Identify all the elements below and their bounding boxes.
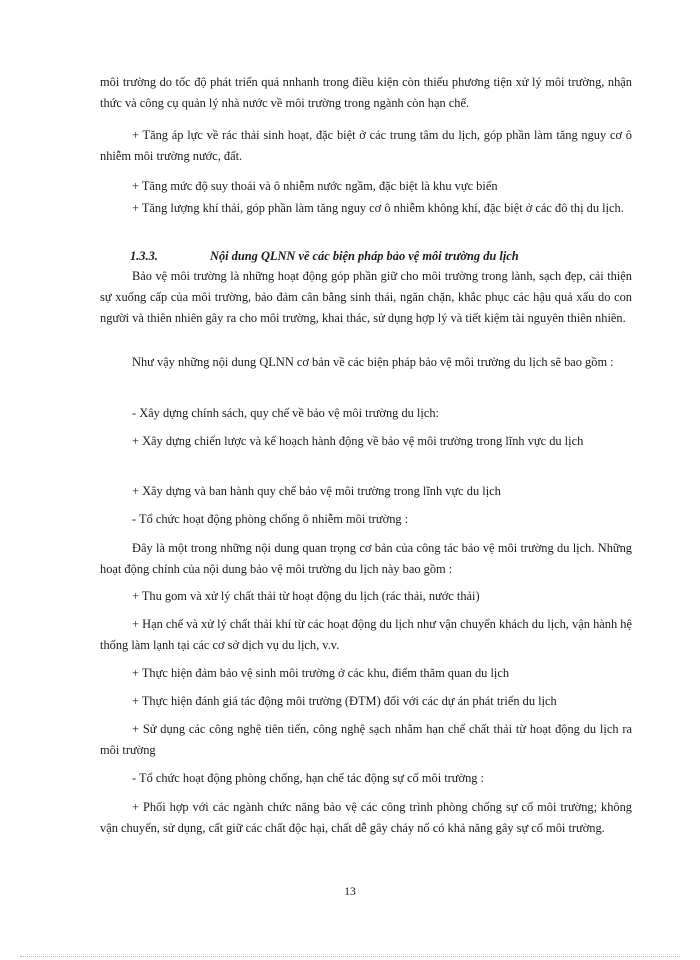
list-item-policy: - Xây dựng chính sách, quy chế về bảo vệ môi trường du lịch: (132, 406, 439, 420)
paragraph-summary: Như vậy những nội dung QLNN cơ bản về các biện pháp bảo vệ môi trường du lịch sẽ bao gồm : (132, 355, 614, 369)
section-number: 1.3.3. (130, 249, 158, 263)
paragraph-bullet-waste: + Tăng áp lực về rác thải sinh hoạt, đặc biệt ở các trung tâm du lịch, góp phần làm tăng nguy cơ ô nhiễm môi trường nước, đất. (100, 128, 632, 163)
list-item-regulation: + Xây dựng và ban hành quy chế bảo vệ môi trường trong lĩnh vực du lịch (132, 484, 501, 498)
page-bottom-divider (20, 956, 680, 957)
paragraph-importance: Đây là một trong những nội dung quan trọng cơ bản của công tác bảo vệ môi trường du lịch. Những hoạt động chính của nội dung bảo vệ môi trường du lịch này bao gồm : (100, 541, 632, 576)
list-item-collection: + Thu gom và xử lý chất thải từ hoạt động du lịch (rác thải, nước thải) (132, 589, 480, 603)
list-item-technology: + Sử dụng các công nghệ tiên tiến, công nghệ sạch nhằm hạn chế chất thải từ hoạt động du lịch ra môi trường (100, 722, 632, 757)
section-heading (130, 246, 630, 267)
list-item-hygiene: + Thực hiện đảm bảo vệ sinh môi trường ở các khu, điểm thăm quan du lịch (132, 666, 510, 680)
list-item-gas-waste: + Hạn chế và xử lý chất thải khí từ các hoạt động du lịch như vận chuyển khách du lịch, vận hành hệ thống làm lạnh tại các cơ sở dịch vụ du lịch, v.v. (100, 617, 632, 652)
paragraph-continuation: môi trường do tốc độ phát triển quá nnhanh trong điều kiện còn thiếu phương tiện xử lý môi trường, nhận thức và công cụ quản lý nhà nước về môi trường trong ngành còn hạn chế. (100, 75, 632, 110)
list-item-coordination: + Phối hợp với các ngành chức năng bảo vệ các công trình phòng chống sự cố môi trường; không vận chuyển, sử dụng, cất giữ các chất độc hại, chất dễ gây cháy nổ có khả năng gây sự cố môi trường. (100, 800, 632, 835)
section-title: Nội dung QLNN về các biện pháp bảo vệ môi trường du lịch (210, 249, 519, 263)
list-item-pollution: - Tổ chức hoạt động phòng chống ô nhiễm môi trường : (132, 512, 409, 526)
list-item-strategy: + Xây dựng chiến lược và kế hoạch hành động về bảo vệ môi trường trong lĩnh vực du lịch (132, 434, 584, 448)
list-item-incident: - Tổ chức hoạt động phòng chống, hạn chế tác động sự cố môi trường : (132, 771, 484, 785)
paragraph-bullet-groundwater: + Tăng mức độ suy thoái và ô nhiễm nước ngầm, đặc biệt là khu vực biển (132, 179, 498, 193)
page-number: 13 (344, 886, 356, 898)
paragraph-definition: Bảo vệ môi trường là những hoạt động góp phần giữ cho môi trường trong lành, sạch đẹp, cải thiện sự xuống cấp của môi trường, bảo đảm cân bằng sinh thái, ngăn chặn, khắc phục các hậu quả xấu do con người và thiên nhiên gây ra cho môi trường, khai thác, sử dụng hợp lý và tiết kiệm tài nguyên thiên nhiên. (100, 269, 632, 325)
paragraph-bullet-emissions: + Tăng lượng khí thải, góp phần làm tăng nguy cơ ô nhiễm không khí, đặc biệt ở các đô thị du lịch. (132, 201, 624, 215)
list-item-eia: + Thực hiện đánh giá tác động môi trường (ĐTM) đối với các dự án phát triển du lịch (132, 694, 557, 708)
